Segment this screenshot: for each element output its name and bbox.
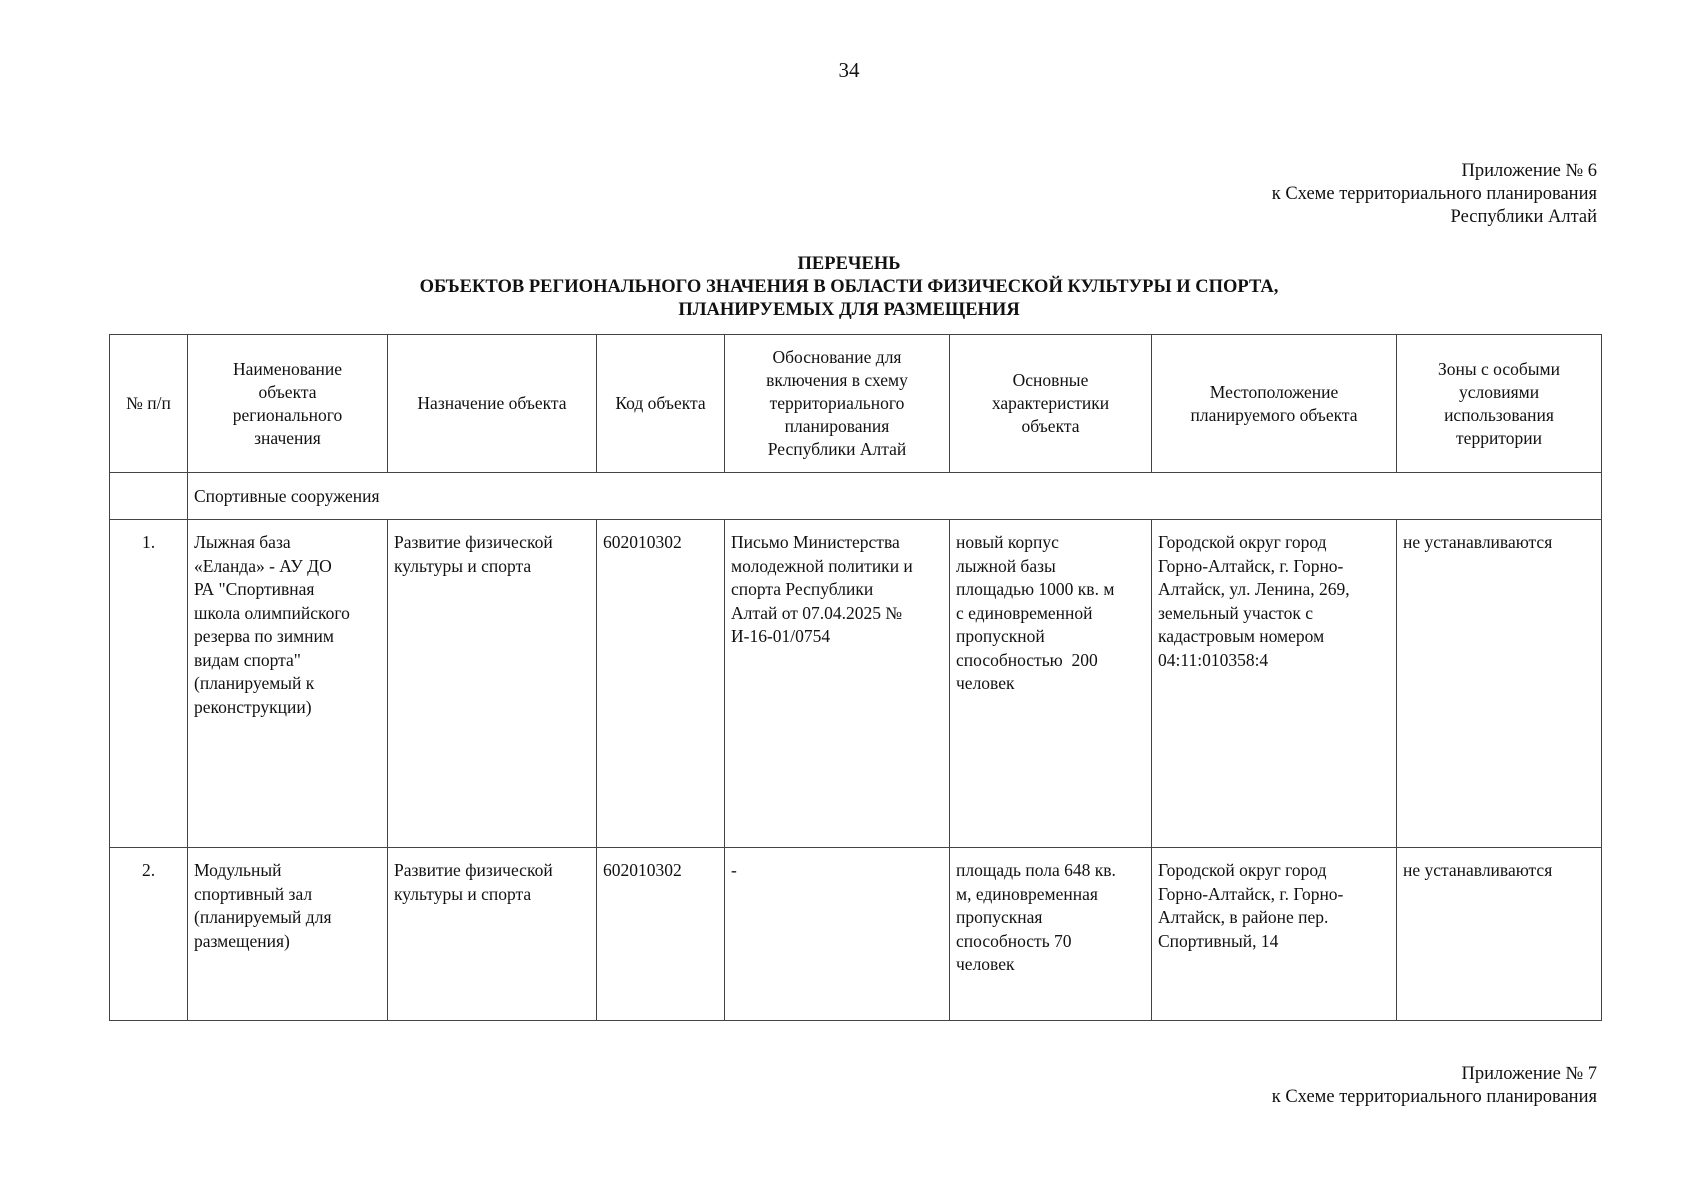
header-purpose [388,335,597,473]
cell-line: лыжной базы [956,555,1056,576]
cell-line: Модульный [194,860,282,880]
section-empty-cell [110,473,188,520]
cell-line: Развитие физической [394,860,553,880]
cell-line: Городской округ город [1158,532,1327,552]
object-name [188,520,388,848]
cell-line: Алтай от 07.04.2025 № [731,602,903,623]
section-label: Спортивные сооружения [188,473,1602,520]
cell-line: способность 70 [956,930,1072,951]
appendix-7-header [1272,1063,1597,1109]
cell-line: м, единовременная [956,883,1098,904]
cell-line: Обоснование для [772,347,902,367]
cell-line: спортивный зал [194,883,313,904]
object-name [188,848,388,1021]
cell-line: территории [1456,427,1542,448]
cell-line: Горно-Алтайск, г. Горно- [1158,883,1344,904]
cell-line: реконструкции) [194,696,312,717]
header-name [188,335,388,473]
object-basis [725,848,950,1021]
cell-line: спорта Республики [731,579,874,599]
cell-line: РА "Спортивная [194,579,315,599]
object-zones: не устанавливаются [1397,848,1602,1021]
cell-line: объекта [1021,416,1080,436]
section-row [110,473,1602,520]
cell-line: пропускной [956,626,1045,646]
cell-line: площадью 1000 кв. м [956,579,1115,599]
cell-line: планирования [784,416,890,436]
cell-line: Местоположение [1209,381,1339,402]
cell-line: культуры и спорта [394,555,532,576]
cell-line: (планируемый для [194,907,332,927]
object-code: 602010302 [597,848,725,1021]
table-header-row [110,335,1602,473]
object-purpose [388,848,597,1021]
cell-line: (планируемый к [194,673,315,693]
cell-line: регионального [232,404,343,425]
header-characteristics [950,335,1152,473]
appendix-6-header [1272,160,1597,229]
header-basis [725,335,950,473]
cell-line: кадастровым номером [1158,626,1325,646]
appendix-subtitle: к Схеме территориального планирования [1271,184,1597,204]
cell-line: Горно-Алтайск, г. Горно- [1158,555,1344,576]
cell-line: использования [1444,404,1554,425]
object-characteristics [950,848,1152,1021]
object-location [1152,520,1397,848]
cell-line: Республики Алтай [767,439,907,459]
object-basis [725,520,950,848]
cell-line: Код объекта [615,393,706,413]
row-number: 1. [110,520,188,848]
cell-line: включения в схему [766,370,908,390]
objects-table [109,334,1602,1021]
object-location [1152,848,1397,1021]
cell-line: Наименование [232,358,343,379]
cell-line: «Еланда» - АУ ДО [194,555,332,576]
appendix-title: Приложение № 7 [1461,1064,1597,1084]
title-line: ОБЪЕКТОВ РЕГИОНАЛЬНОГО ЗНАЧЕНИЯ В ОБЛАСТИ ФИЗИЧЕСКОЙ КУЛЬТУРЫ И СПОРТА, [419,277,1279,297]
cell-line: И-16-01/0754 [731,626,831,646]
cell-line: территориального [769,393,905,413]
document-title [0,253,1698,322]
object-purpose [388,520,597,848]
appendix-subtitle: Республики Алтай [1450,207,1597,227]
cell-line: человек [956,954,1015,974]
header-location [1152,335,1397,473]
cell-line: Алтайск, в районе пер. [1158,907,1329,927]
cell-line: школа олимпийского [194,602,350,623]
title-line: ПЛАНИРУЕМЫХ ДЛЯ РАЗМЕЩЕНИЯ [678,300,1020,320]
cell-line: новый корпус [956,532,1059,552]
cell-line: № п/п [126,393,171,413]
cell-line: Городской округ город [1158,860,1327,880]
table-row [110,520,1602,848]
cell-line: культуры и спорта [394,883,532,904]
appendix-title: Приложение № 6 [1461,161,1597,181]
cell-line: резерва по зимним [194,626,334,646]
cell-line: объекта [258,381,317,402]
cell-line: планируемого объекта [1190,404,1358,425]
cell-line: Лыжная база [194,532,291,552]
header-number [110,335,188,473]
object-zones: не устанавливаются [1397,520,1602,848]
cell-line: значения [254,427,321,448]
cell-line: Развитие физической [394,532,553,552]
header-zones [1397,335,1602,473]
cell-line: условиями [1458,381,1540,402]
appendix-subtitle: к Схеме территориального планирования [1271,1087,1597,1107]
cell-line: человек [956,673,1015,693]
table-row [110,848,1602,1021]
cell-line: видам спорта" [194,649,301,670]
title-line: ПЕРЕЧЕНЬ [797,254,901,274]
cell-line: Основные [1012,370,1089,390]
cell-line: площадь пола 648 кв. [956,860,1116,880]
cell-line: 04:11:010358:4 [1158,649,1269,670]
row-number: 2. [110,848,188,1021]
cell-line: земельный участок с [1158,602,1313,623]
cell-line: Письмо Министерства [731,532,900,552]
object-characteristics [950,520,1152,848]
cell-line: пропускная [956,907,1043,927]
cell-line: Алтайск, ул. Ленина, 269, [1158,579,1350,599]
object-code: 602010302 [597,520,725,848]
cell-line: способностью 200 [956,649,1098,670]
header-code [597,335,725,473]
cell-line: с единовременной [956,602,1093,623]
cell-line: Спортивный, 14 [1158,930,1279,951]
cell-line: - [731,860,737,880]
cell-line: Назначение объекта [417,393,567,413]
cell-line: размещения) [194,930,290,951]
cell-line: Зоны с особыми [1438,358,1560,379]
page-number: 34 [838,58,860,82]
cell-line: молодежной политики и [731,555,913,576]
cell-line: характеристики [991,393,1110,413]
